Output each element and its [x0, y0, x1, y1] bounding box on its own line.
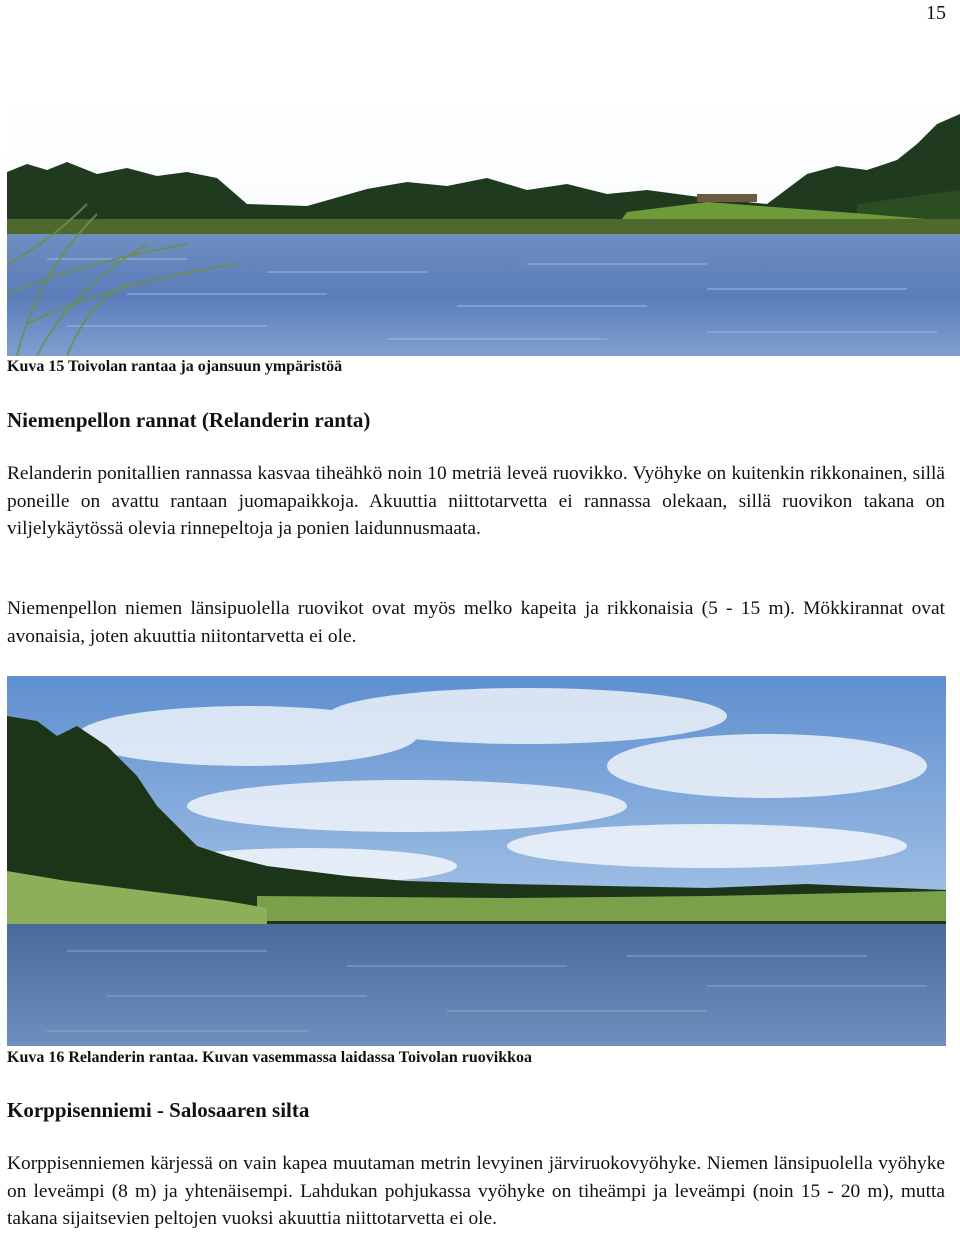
page-number: 15 — [926, 2, 946, 24]
section-heading-korppisenniemi: Korppisenniemi - Salosaaren silta — [7, 1098, 310, 1122]
section-heading-niemenpellon-rannat: Niemenpellon rannat (Relanderin ranta) — [7, 408, 371, 432]
lake-shore-photo-1 — [7, 94, 960, 356]
paragraph: Korppisenniemen kärjessä on vain kapea muutaman metrin levyinen järviruokovyöhyke. Niemen länsipuolella vyöhyke on leveämpi (8 m) ja yhtenäisempi. Lahdukan pohjukassa vyöhyke on tiheämpi ja leveämpi (noin 15 - 20 m), mutta takana sijaitsevien peltojen vuoksi akuuttia niittotarvetta ei ole. — [7, 1153, 945, 1229]
lake-shore-photo-2 — [7, 676, 946, 1046]
paragraph: Relanderin ponitallien rannassa kasvaa tiheähkö noin 10 metriä leveä ruovikko. Vyöhyke on kuitenkin rikkonainen, sillä poneille on avattu rantaan juomapaikkoja. Akuuttia niittotarvetta ei rannassa olekaan, sillä ruovikon takana on viljelykäytössä olevia rinnepeltoja ja ponien laidunnusmaata. — [7, 463, 945, 539]
figure-caption-16: Kuva 16 Relanderin rantaa. Kuvan vasemmassa laidassa Toivolan ruovikkoa — [7, 1049, 532, 1066]
paragraph: Niemenpellon niemen länsipuolella ruovikot ovat myös melko kapeita ja rikkonaisia (5 - 15 m). Mökkirannat ovat avonaisia, joten akuuttia niitontarvetta ei ole. — [7, 598, 945, 647]
figure-caption-15: Kuva 15 Toivolan rantaa ja ojansuun ympäristöä — [7, 358, 343, 375]
